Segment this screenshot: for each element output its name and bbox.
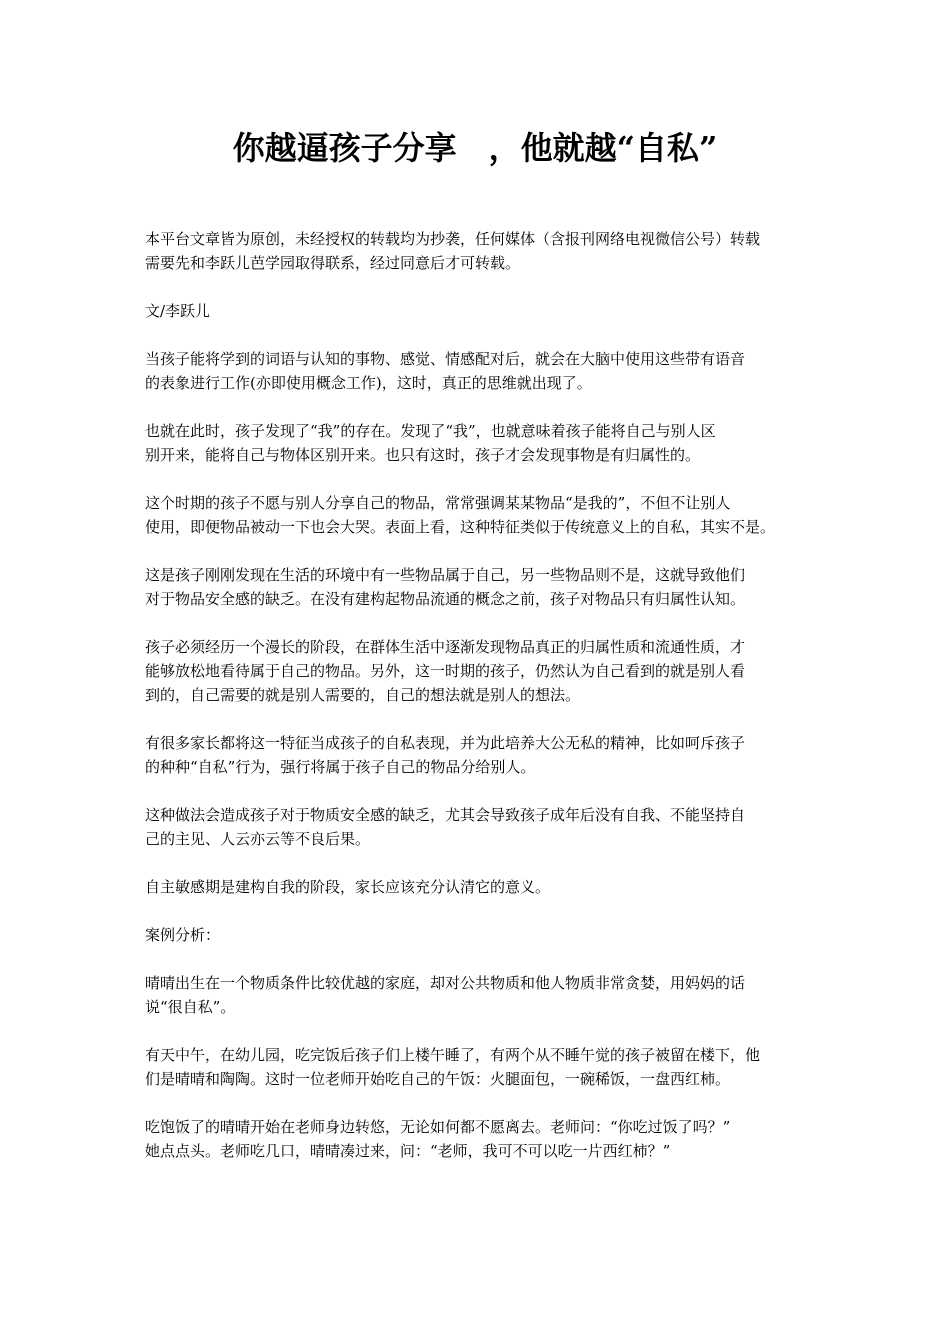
paragraph — [145, 299, 820, 323]
paragraph-line: 需要先和李跃儿芭学园取得联系，经过同意后才可转载。 — [145, 254, 521, 272]
paragraph-line: 当孩子能将学到的词语与认知的事物、感觉、情感配对后，就会在大脑中使用这些带有语音 — [145, 350, 746, 368]
paragraph-line: 使用，即便物品被动一下也会大哭。表面上看，这种特征类似于传统意义上的自私，其实不是。 — [145, 518, 776, 536]
paragraph — [145, 419, 820, 467]
paragraph — [145, 923, 820, 947]
paragraph-line: 能够放松地看待属于自己的物品。另外，这一时期的孩子，仍然认为自己看到的就是别人看 — [145, 662, 746, 680]
article-title: 你越逼孩子分享 ，他就越“自私” — [232, 129, 718, 167]
paragraph — [145, 491, 820, 539]
paragraph-line: 本平台文章皆为原创，未经授权的转载均为抄袭，任何媒体（含报刊网络电视微信公号）转载 — [145, 230, 761, 248]
paragraph-line: 文/李跃儿 — [145, 302, 211, 320]
paragraph-line: 有很多家长都将这一特征当成孩子的自私表现，并为此培养大公无私的精神，比如呵斥孩子 — [145, 734, 746, 752]
paragraph-line: 这个时期的孩子不愿与别人分享自己的物品，常常强调某某物品“是我的”，不但不让别人 — [145, 494, 731, 512]
paragraph — [145, 1043, 820, 1091]
article-body — [145, 227, 820, 1187]
paragraph-line: 到的，自己需要的就是别人需要的，自己的想法就是别人的想法。 — [145, 686, 581, 704]
paragraph-line: 的种种“自私”行为，强行将属于孩子自己的物品分给别人。 — [145, 758, 536, 776]
paragraph — [145, 1115, 820, 1163]
paragraph — [145, 635, 820, 707]
paragraph — [145, 875, 820, 899]
paragraph — [145, 971, 820, 1019]
paragraph-line: 她点点头。老师吃几口，晴晴凑过来，问：“老师，我可不可以吃一片西红柿？” — [145, 1142, 671, 1160]
paragraph-line: 己的主见、人云亦云等不良后果。 — [145, 830, 371, 848]
paragraph-line: 这种做法会造成孩子对于物质安全感的缺乏，尤其会导致孩子成年后没有自我、不能坚持自 — [145, 806, 746, 824]
paragraph — [145, 803, 820, 851]
paragraph-line: 也就在此时，孩子发现了“我”的存在。发现了“我”，也就意味着孩子能将自己与别人区 — [145, 422, 716, 440]
paragraph-line: 们是晴晴和陶陶。这时一位老师开始吃自己的午饭：火腿面包，一碗稀饭，一盘西红柿。 — [145, 1070, 731, 1088]
paragraph-line: 自主敏感期是建构自我的阶段，家长应该充分认清它的意义。 — [145, 878, 551, 896]
paragraph-line: 晴晴出生在一个物质条件比较优越的家庭，却对公共物质和他人物质非常贪婪，用妈妈的话 — [145, 974, 746, 992]
paragraph — [145, 347, 820, 395]
paragraph — [145, 731, 820, 779]
paragraph-line: 吃饱饭了的晴晴开始在老师身边转悠，无论如何都不愿离去。老师问：“你吃过饭了吗？” — [145, 1118, 731, 1136]
paragraph-line: 案例分析： — [145, 926, 221, 944]
paragraph-line: 这是孩子刚刚发现在生活的环境中有一些物品属于自己，另一些物品则不是，这就导致他们 — [145, 566, 746, 584]
paragraph-line: 说“很自私”。 — [145, 998, 236, 1016]
paragraph-line: 别开来，能将自己与物体区别开来。也只有这时，孩子才会发现事物是有归属性的。 — [145, 446, 701, 464]
paragraph-line: 孩子必须经历一个漫长的阶段，在群体生活中逐渐发现物品真正的归属性质和流通性质，才 — [145, 638, 746, 656]
paragraph-line: 对于物品安全感的缺乏。在没有建构起物品流通的概念之前，孩子对物品只有归属性认知。 — [145, 590, 746, 608]
paragraph — [145, 227, 820, 275]
paragraph-line: 的表象进行工作(亦即使用概念工作)，这时，真正的思维就出现了。 — [145, 374, 592, 392]
paragraph — [145, 563, 820, 611]
paragraph-line: 有天中午，在幼儿园，吃完饭后孩子们上楼午睡了，有两个从不睡午觉的孩子被留在楼下，他 — [145, 1046, 761, 1064]
